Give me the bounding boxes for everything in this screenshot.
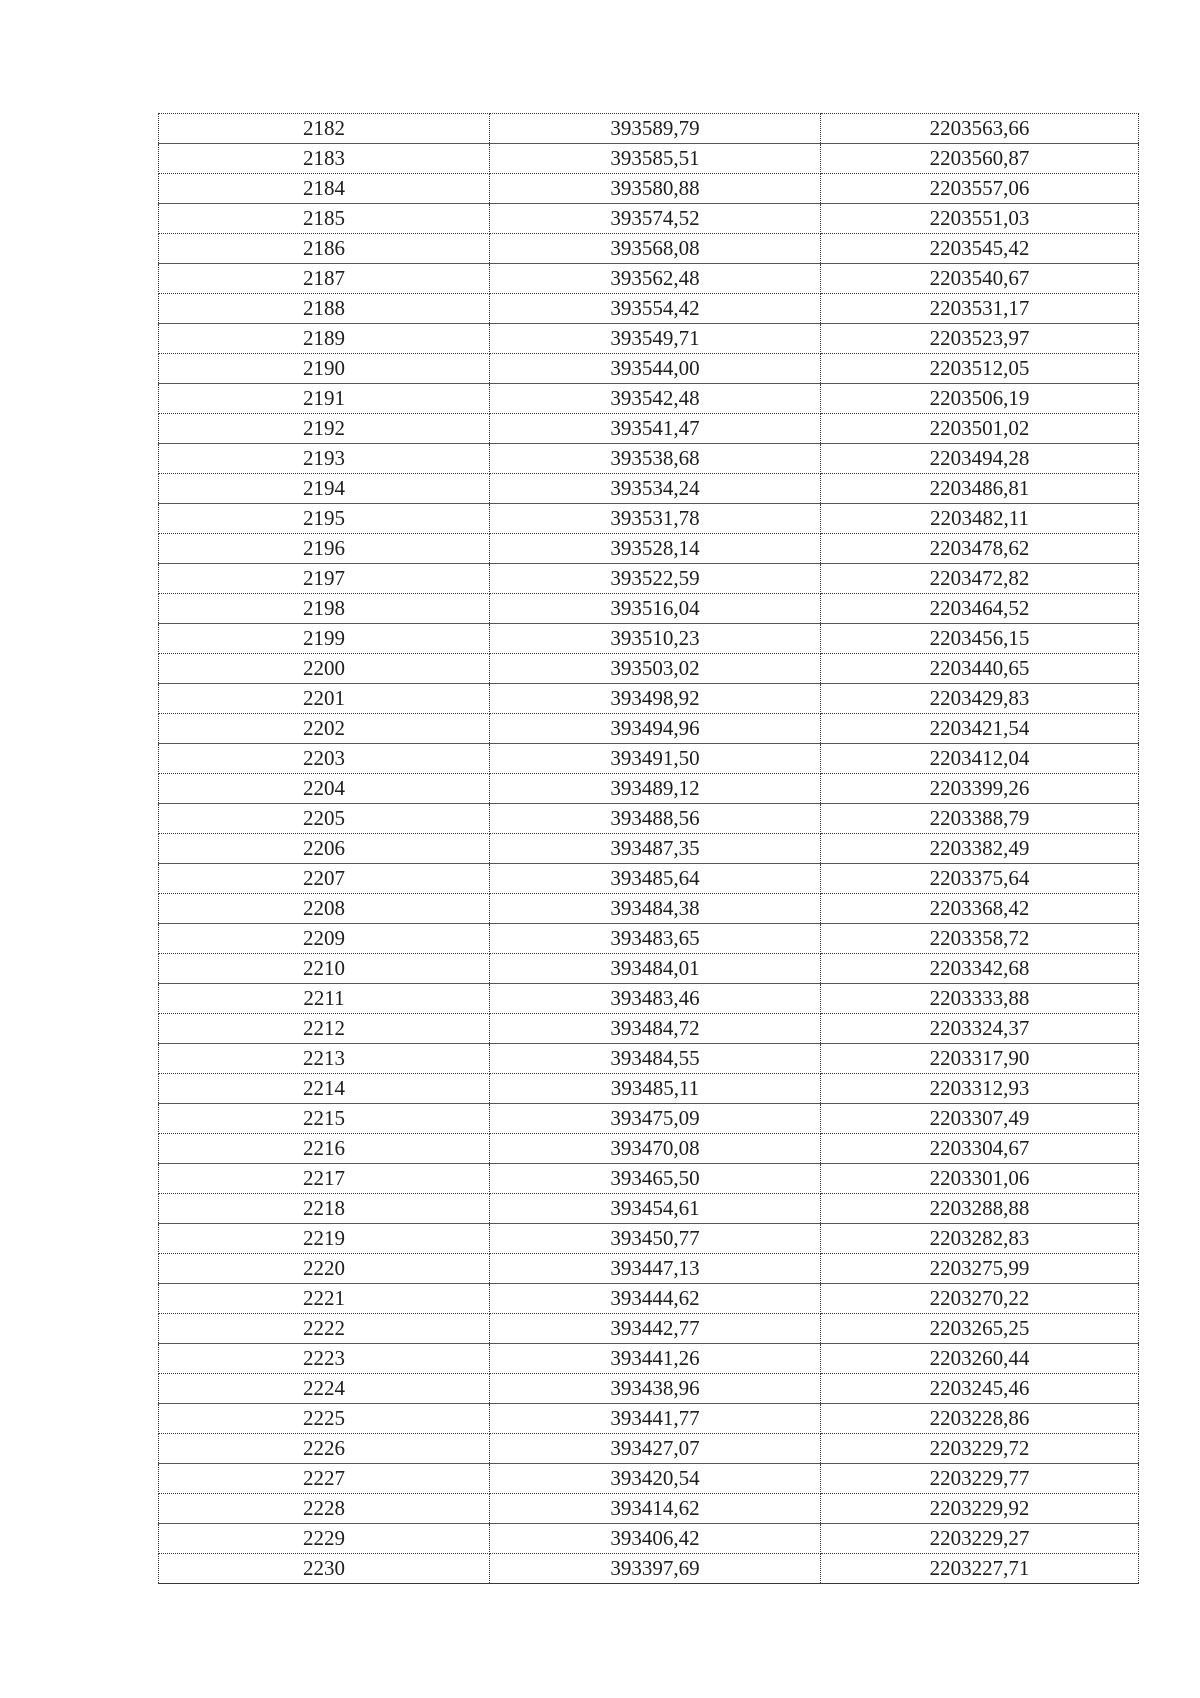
cell-point-number: 2230: [159, 1554, 490, 1584]
table-row: [159, 1464, 1139, 1494]
cell-y-coordinate: 2203282,83: [821, 1224, 1139, 1254]
cell-x-coordinate: 393438,96: [490, 1374, 821, 1404]
cell-point-number: 2222: [159, 1314, 490, 1344]
cell-y-coordinate: 2203229,77: [821, 1464, 1139, 1494]
cell-x-coordinate: 393475,09: [490, 1104, 821, 1134]
cell-point-number: 2210: [159, 954, 490, 984]
cell-x-coordinate: 393487,35: [490, 834, 821, 864]
cell-point-number: 2208: [159, 894, 490, 924]
cell-y-coordinate: 2203523,97: [821, 324, 1139, 354]
cell-y-coordinate: 2203494,28: [821, 444, 1139, 474]
cell-x-coordinate: 393442,77: [490, 1314, 821, 1344]
cell-point-number: 2192: [159, 414, 490, 444]
cell-y-coordinate: 2203545,42: [821, 234, 1139, 264]
cell-x-coordinate: 393585,51: [490, 144, 821, 174]
cell-y-coordinate: 2203304,67: [821, 1134, 1139, 1164]
coordinates-table-body: [159, 114, 1139, 1584]
cell-x-coordinate: 393454,61: [490, 1194, 821, 1224]
cell-y-coordinate: 2203531,17: [821, 294, 1139, 324]
cell-point-number: 2227: [159, 1464, 490, 1494]
table-row: [159, 774, 1139, 804]
cell-point-number: 2205: [159, 804, 490, 834]
cell-y-coordinate: 2203557,06: [821, 174, 1139, 204]
cell-y-coordinate: 2203228,86: [821, 1404, 1139, 1434]
cell-point-number: 2215: [159, 1104, 490, 1134]
cell-y-coordinate: 2203506,19: [821, 384, 1139, 414]
table-row: [159, 984, 1139, 1014]
cell-y-coordinate: 2203227,71: [821, 1554, 1139, 1584]
cell-point-number: 2225: [159, 1404, 490, 1434]
cell-x-coordinate: 393574,52: [490, 204, 821, 234]
table-row: [159, 804, 1139, 834]
table-row: [159, 144, 1139, 174]
cell-y-coordinate: 2203358,72: [821, 924, 1139, 954]
cell-y-coordinate: 2203288,88: [821, 1194, 1139, 1224]
cell-x-coordinate: 393427,07: [490, 1434, 821, 1464]
cell-x-coordinate: 393534,24: [490, 474, 821, 504]
cell-x-coordinate: 393484,38: [490, 894, 821, 924]
cell-x-coordinate: 393498,92: [490, 684, 821, 714]
table-row: [159, 744, 1139, 774]
cell-y-coordinate: 2203512,05: [821, 354, 1139, 384]
cell-point-number: 2201: [159, 684, 490, 714]
table-row: [159, 1344, 1139, 1374]
table-row: [159, 234, 1139, 264]
cell-x-coordinate: 393489,12: [490, 774, 821, 804]
cell-x-coordinate: 393562,48: [490, 264, 821, 294]
cell-point-number: 2186: [159, 234, 490, 264]
cell-point-number: 2214: [159, 1074, 490, 1104]
cell-point-number: 2212: [159, 1014, 490, 1044]
table-row: [159, 954, 1139, 984]
cell-y-coordinate: 2203333,88: [821, 984, 1139, 1014]
table-row: [159, 1314, 1139, 1344]
cell-x-coordinate: 393503,02: [490, 654, 821, 684]
cell-y-coordinate: 2203375,64: [821, 864, 1139, 894]
table-row: [159, 1134, 1139, 1164]
cell-y-coordinate: 2203551,03: [821, 204, 1139, 234]
table-row: [159, 1014, 1139, 1044]
cell-x-coordinate: 393542,48: [490, 384, 821, 414]
cell-point-number: 2193: [159, 444, 490, 474]
cell-point-number: 2228: [159, 1494, 490, 1524]
cell-y-coordinate: 2203482,11: [821, 504, 1139, 534]
table-row: [159, 474, 1139, 504]
table-row: [159, 564, 1139, 594]
cell-point-number: 2194: [159, 474, 490, 504]
cell-x-coordinate: 393485,64: [490, 864, 821, 894]
cell-point-number: 2191: [159, 384, 490, 414]
cell-point-number: 2203: [159, 744, 490, 774]
table-row: [159, 1044, 1139, 1074]
cell-y-coordinate: 2203464,52: [821, 594, 1139, 624]
cell-x-coordinate: 393531,78: [490, 504, 821, 534]
table-row: [159, 594, 1139, 624]
cell-point-number: 2183: [159, 144, 490, 174]
cell-x-coordinate: 393470,08: [490, 1134, 821, 1164]
cell-point-number: 2199: [159, 624, 490, 654]
table-row: [159, 324, 1139, 354]
table-row: [159, 174, 1139, 204]
cell-y-coordinate: 2203312,93: [821, 1074, 1139, 1104]
cell-y-coordinate: 2203478,62: [821, 534, 1139, 564]
cell-point-number: 2216: [159, 1134, 490, 1164]
table-row: [159, 534, 1139, 564]
cell-y-coordinate: 2203342,68: [821, 954, 1139, 984]
cell-point-number: 2213: [159, 1044, 490, 1074]
cell-x-coordinate: 393483,46: [490, 984, 821, 1014]
cell-point-number: 2221: [159, 1284, 490, 1314]
cell-y-coordinate: 2203229,27: [821, 1524, 1139, 1554]
cell-point-number: 2224: [159, 1374, 490, 1404]
table-row: [159, 264, 1139, 294]
cell-point-number: 2229: [159, 1524, 490, 1554]
table-row: [159, 654, 1139, 684]
table-row: [159, 1554, 1139, 1584]
cell-y-coordinate: 2203229,92: [821, 1494, 1139, 1524]
cell-y-coordinate: 2203472,82: [821, 564, 1139, 594]
cell-point-number: 2182: [159, 114, 490, 144]
cell-y-coordinate: 2203301,06: [821, 1164, 1139, 1194]
cell-point-number: 2226: [159, 1434, 490, 1464]
cell-y-coordinate: 2203245,46: [821, 1374, 1139, 1404]
cell-y-coordinate: 2203265,25: [821, 1314, 1139, 1344]
cell-point-number: 2209: [159, 924, 490, 954]
table-row: [159, 714, 1139, 744]
cell-y-coordinate: 2203399,26: [821, 774, 1139, 804]
table-row: [159, 384, 1139, 414]
table-row: [159, 834, 1139, 864]
cell-point-number: 2187: [159, 264, 490, 294]
cell-y-coordinate: 2203560,87: [821, 144, 1139, 174]
cell-x-coordinate: 393554,42: [490, 294, 821, 324]
cell-point-number: 2184: [159, 174, 490, 204]
cell-x-coordinate: 393516,04: [490, 594, 821, 624]
cell-point-number: 2198: [159, 594, 490, 624]
table-row: [159, 204, 1139, 234]
cell-x-coordinate: 393549,71: [490, 324, 821, 354]
table-row: [159, 1224, 1139, 1254]
cell-y-coordinate: 2203275,99: [821, 1254, 1139, 1284]
cell-point-number: 2185: [159, 204, 490, 234]
cell-x-coordinate: 393544,00: [490, 354, 821, 384]
cell-x-coordinate: 393397,69: [490, 1554, 821, 1584]
cell-y-coordinate: 2203540,67: [821, 264, 1139, 294]
cell-y-coordinate: 2203440,65: [821, 654, 1139, 684]
cell-x-coordinate: 393568,08: [490, 234, 821, 264]
cell-point-number: 2218: [159, 1194, 490, 1224]
cell-x-coordinate: 393484,55: [490, 1044, 821, 1074]
cell-x-coordinate: 393522,59: [490, 564, 821, 594]
table-row: [159, 1104, 1139, 1134]
cell-x-coordinate: 393447,13: [490, 1254, 821, 1284]
cell-x-coordinate: 393485,11: [490, 1074, 821, 1104]
table-row: [159, 114, 1139, 144]
cell-x-coordinate: 393441,77: [490, 1404, 821, 1434]
cell-point-number: 2190: [159, 354, 490, 384]
cell-x-coordinate: 393444,62: [490, 1284, 821, 1314]
cell-x-coordinate: 393406,42: [490, 1524, 821, 1554]
cell-point-number: 2188: [159, 294, 490, 324]
table-row: [159, 894, 1139, 924]
table-row: [159, 924, 1139, 954]
cell-point-number: 2217: [159, 1164, 490, 1194]
cell-x-coordinate: 393450,77: [490, 1224, 821, 1254]
cell-x-coordinate: 393541,47: [490, 414, 821, 444]
cell-x-coordinate: 393465,50: [490, 1164, 821, 1194]
cell-x-coordinate: 393441,26: [490, 1344, 821, 1374]
cell-y-coordinate: 2203382,49: [821, 834, 1139, 864]
cell-y-coordinate: 2203317,90: [821, 1044, 1139, 1074]
cell-y-coordinate: 2203456,15: [821, 624, 1139, 654]
cell-y-coordinate: 2203388,79: [821, 804, 1139, 834]
cell-point-number: 2207: [159, 864, 490, 894]
table-row: [159, 1074, 1139, 1104]
cell-point-number: 2220: [159, 1254, 490, 1284]
table-row: [159, 1164, 1139, 1194]
cell-point-number: 2223: [159, 1344, 490, 1374]
cell-y-coordinate: 2203307,49: [821, 1104, 1139, 1134]
cell-point-number: 2219: [159, 1224, 490, 1254]
table-row: [159, 1434, 1139, 1464]
cell-x-coordinate: 393414,62: [490, 1494, 821, 1524]
cell-x-coordinate: 393483,65: [490, 924, 821, 954]
table-row: [159, 1194, 1139, 1224]
cell-point-number: 2202: [159, 714, 490, 744]
table-row: [159, 504, 1139, 534]
cell-x-coordinate: 393420,54: [490, 1464, 821, 1494]
table-row: [159, 1254, 1139, 1284]
table-row: [159, 624, 1139, 654]
cell-x-coordinate: 393491,50: [490, 744, 821, 774]
cell-point-number: 2195: [159, 504, 490, 534]
table-row: [159, 444, 1139, 474]
cell-y-coordinate: 2203229,72: [821, 1434, 1139, 1464]
table-row: [159, 684, 1139, 714]
cell-y-coordinate: 2203563,66: [821, 114, 1139, 144]
cell-x-coordinate: 393494,96: [490, 714, 821, 744]
cell-y-coordinate: 2203260,44: [821, 1344, 1139, 1374]
table-row: [159, 1284, 1139, 1314]
cell-y-coordinate: 2203412,04: [821, 744, 1139, 774]
cell-point-number: 2211: [159, 984, 490, 1014]
table-row: [159, 1404, 1139, 1434]
cell-x-coordinate: 393484,01: [490, 954, 821, 984]
cell-point-number: 2197: [159, 564, 490, 594]
cell-y-coordinate: 2203270,22: [821, 1284, 1139, 1314]
cell-y-coordinate: 2203324,37: [821, 1014, 1139, 1044]
cell-y-coordinate: 2203501,02: [821, 414, 1139, 444]
cell-x-coordinate: 393528,14: [490, 534, 821, 564]
cell-x-coordinate: 393484,72: [490, 1014, 821, 1044]
cell-point-number: 2189: [159, 324, 490, 354]
table-row: [159, 414, 1139, 444]
table-row: [159, 864, 1139, 894]
coordinates-table: [158, 113, 1139, 1584]
cell-point-number: 2196: [159, 534, 490, 564]
cell-y-coordinate: 2203429,83: [821, 684, 1139, 714]
cell-y-coordinate: 2203486,81: [821, 474, 1139, 504]
cell-y-coordinate: 2203368,42: [821, 894, 1139, 924]
cell-x-coordinate: 393488,56: [490, 804, 821, 834]
cell-x-coordinate: 393580,88: [490, 174, 821, 204]
table-row: [159, 1494, 1139, 1524]
cell-x-coordinate: 393589,79: [490, 114, 821, 144]
table-row: [159, 354, 1139, 384]
cell-y-coordinate: 2203421,54: [821, 714, 1139, 744]
cell-point-number: 2206: [159, 834, 490, 864]
table-row: [159, 1374, 1139, 1404]
table-row: [159, 1524, 1139, 1554]
cell-x-coordinate: 393538,68: [490, 444, 821, 474]
table-row: [159, 294, 1139, 324]
cell-x-coordinate: 393510,23: [490, 624, 821, 654]
cell-point-number: 2200: [159, 654, 490, 684]
cell-point-number: 2204: [159, 774, 490, 804]
